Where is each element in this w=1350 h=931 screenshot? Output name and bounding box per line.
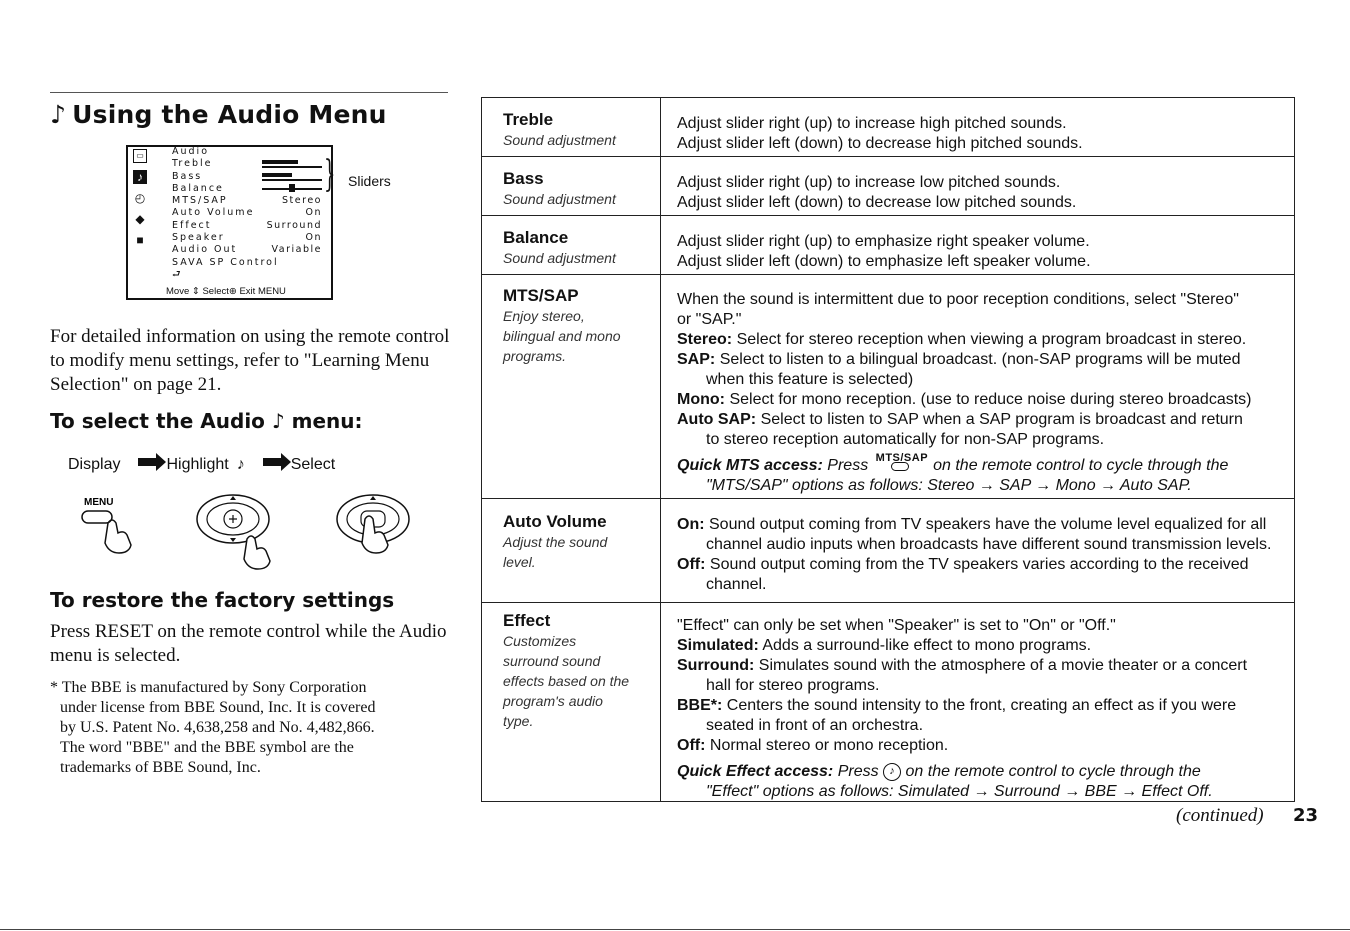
menu-row-balance: [172, 183, 322, 195]
bass-line: Adjust slider left (down) to decrease low pitched sounds.: [677, 194, 1077, 211]
option-key: SAP:: [677, 351, 716, 368]
effect-sub: surround sound: [503, 653, 601, 669]
footnote-line: * The BBE is manufactured by Sony Corporation: [50, 679, 367, 696]
quick-value: on the remote control to cycle through the: [933, 457, 1229, 474]
option-value: Select to listen to a bilingual broadcast. (non-SAP programs will be muted: [719, 351, 1241, 368]
bass-line: Adjust slider right (up) to increase low pitched sounds.: [677, 174, 1061, 191]
mts-quick-access: [677, 451, 1317, 476]
menu-row-audioout: [172, 244, 322, 256]
step-display: Display: [68, 456, 121, 473]
menu-label-bass: Bass: [172, 170, 203, 182]
menu-item-list: [172, 146, 322, 281]
select-heading: To select the Audio ♪ menu:: [50, 409, 363, 433]
row-desc-effect: [677, 616, 1317, 802]
option-value: Select for mono reception. (use to reduce noise during stereo broadcasts): [729, 391, 1252, 408]
header-rule: [50, 92, 448, 93]
joystick-select-icon: [335, 493, 415, 573]
option-key: Auto SAP:: [677, 411, 757, 428]
bass-name: Bass: [503, 169, 544, 188]
mts-line: When the sound is intermittent due to poor reception conditions, select "Stereo": [677, 291, 1239, 308]
option-value: Simulates sound with the atmosphere of a movie theater or a concert: [758, 657, 1248, 674]
menu-value-speaker: On: [305, 232, 322, 244]
menu-row-mts: [172, 195, 322, 207]
row-desc-treble: [677, 114, 1317, 154]
row-desc-mts: [677, 290, 1317, 496]
mts-auto-sap: [677, 410, 1317, 430]
timer-icon: ◴: [134, 191, 146, 205]
bass-sub: Sound adjustment: [503, 191, 616, 207]
audio-note-icon: ♪: [133, 170, 147, 184]
select-steps: [68, 456, 343, 474]
row-divider: [481, 215, 1295, 216]
menu-label-effect: Effect: [172, 219, 212, 231]
autovol-off-cont: channel.: [706, 576, 767, 593]
menu-icon-column: [133, 149, 151, 254]
sliders-label: Sliders: [348, 173, 391, 189]
bass-slider: [262, 171, 322, 181]
row-divider: [481, 156, 1295, 157]
menu-row-autovol: [172, 207, 322, 219]
setup-icon: ■: [136, 233, 144, 247]
treble-line: Adjust slider right (up) to increase high pitched sounds.: [677, 115, 1067, 132]
menu-label-mts: MTS/SAP: [172, 195, 228, 207]
option-key: Off:: [677, 737, 706, 754]
footnote-line: under license from BBE Sound, Inc. It is covered: [60, 699, 376, 716]
option-key: Off:: [677, 556, 706, 573]
return-icon: ⮐: [172, 268, 183, 280]
mts-sub: bilingual and mono: [503, 328, 621, 344]
music-note-icon: ♪: [50, 100, 67, 129]
effect-quick-cont: "Effect" options as follows: Simulated → Surround → BBE → Effect Off.: [706, 783, 1213, 800]
mts-sap-cont: when this feature is selected): [706, 371, 914, 388]
menu-value-effect: Surround: [266, 219, 322, 231]
row-desc-autovol: [677, 515, 1317, 595]
menu-label-autovol: Auto Volume: [172, 207, 255, 219]
mts-button-label: MTS/SAP: [875, 451, 929, 464]
menu-label-treble: Treble: [172, 158, 213, 170]
option-key: Mono:: [677, 391, 725, 408]
row-label-autovol: [503, 512, 653, 572]
balance-name: Balance: [503, 228, 569, 247]
effect-sub: program's audio: [503, 693, 603, 709]
option-value: Select for stereo reception when viewing a program broadcast in stereo.: [736, 331, 1247, 348]
quick-press: Press: [827, 457, 869, 474]
menu-label-balance: Balance: [172, 182, 224, 194]
intro-text: For detailed information on using the remote control to modify menu settings, refer to "Learning Menu Selection" on page 21.: [50, 326, 450, 395]
quick-key: Quick MTS access:: [677, 457, 823, 474]
option-key: On:: [677, 516, 705, 533]
balance-slider: [262, 183, 322, 193]
joystick-highlight-icon: [195, 493, 305, 573]
mts-sub: Enjoy stereo,: [503, 308, 585, 324]
mts-line: or "SAP.": [677, 311, 742, 328]
effect-sub: type.: [503, 713, 534, 729]
treble-slider: [262, 158, 322, 168]
restore-heading: To restore the factory settings: [50, 588, 395, 612]
autovol-on: [677, 515, 1317, 535]
autovol-sub: level.: [503, 554, 536, 570]
option-key: Surround:: [677, 657, 755, 674]
effect-simulated: [677, 636, 1317, 656]
autovol-off: [677, 555, 1317, 575]
channel-icon: ◆: [135, 212, 145, 226]
effect-sub: effects based on the: [503, 673, 630, 689]
row-divider: [481, 602, 1295, 603]
option-key: Simulated:: [677, 637, 759, 654]
autovol-sub: Adjust the sound: [503, 534, 608, 550]
menu-heading: [172, 146, 322, 158]
row-divider: [481, 274, 1295, 275]
footnote-line: The word "BBE" and the BBE symbol are the: [60, 739, 354, 756]
row-label-effect: [503, 611, 653, 731]
continued-label: (continued): [1176, 805, 1264, 826]
mts-sap-button-icon: [873, 451, 929, 475]
treble-line: Adjust slider left (down) to decrease high pitched sounds.: [677, 135, 1083, 152]
quick-value: on the remote control to cycle through the: [905, 763, 1201, 780]
mts-mono: [677, 390, 1317, 410]
menu-value-autovol: On: [305, 207, 322, 219]
menu-row-return: [172, 269, 322, 281]
footnote-line: by U.S. Patent No. 4,638,258 and No. 4,482,866.: [60, 719, 375, 736]
row-desc-balance: [677, 232, 1317, 272]
option-value: Sound output coming from TV speakers have the volume level equalized for all: [709, 516, 1267, 533]
video-icon: ▭: [133, 149, 147, 163]
mts-name: MTS/SAP: [503, 286, 579, 305]
mts-quick-cont: "MTS/SAP" options as follows: Stereo → SAP → Mono → Auto SAP.: [706, 477, 1192, 494]
treble-name: Treble: [503, 110, 554, 129]
effect-line: "Effect" can only be set when "Speaker" is set to "On" or "Off.": [677, 617, 1116, 634]
option-value: Centers the sound intensity to the front, creating an effect as if you were: [726, 697, 1237, 714]
page-title: [50, 100, 387, 129]
effect-name: Effect: [503, 611, 551, 630]
arrow-icon: [263, 458, 283, 466]
option-key: BBE*:: [677, 697, 723, 714]
mts-sub: programs.: [503, 348, 567, 364]
menu-value-mts: Stereo: [282, 195, 322, 207]
autovol-name: Auto Volume: [503, 512, 607, 531]
row-label-bass: [503, 169, 653, 209]
menu-label-sava: SAVA SP Control: [172, 256, 279, 268]
option-key: Stereo:: [677, 331, 733, 348]
menu-button-press-icon: [78, 493, 158, 555]
effect-sub: Customizes: [503, 633, 577, 649]
step-select: Select: [290, 456, 336, 473]
step-highlight: Highlight: [166, 456, 229, 473]
bbe-footnote: [50, 678, 450, 778]
menu-heading-text: Audio: [172, 146, 210, 157]
menu-label-speaker: Speaker: [172, 232, 225, 244]
menu-row-treble: [172, 158, 322, 170]
mts-sap: [677, 350, 1317, 370]
row-label-treble: [503, 110, 653, 150]
table-column-divider: [660, 97, 661, 802]
option-value: Adds a surround-like effect to mono programs.: [762, 637, 1092, 654]
effect-bbe: [677, 696, 1317, 716]
page-number: 23: [1293, 805, 1319, 826]
row-desc-bass: [677, 173, 1317, 213]
row-label-mts: [503, 286, 653, 366]
option-value: Normal stereo or mono reception.: [709, 737, 949, 754]
row-divider: [481, 498, 1295, 499]
balance-sub: Sound adjustment: [503, 250, 616, 266]
effect-button-icon: ♪: [883, 763, 901, 781]
menu-row-effect: [172, 220, 322, 232]
balance-line: Adjust slider right (up) to emphasize right speaker volume.: [677, 233, 1090, 250]
bottom-rule: [0, 929, 1350, 930]
menu-row-sava: [172, 257, 322, 269]
quick-key: Quick Effect access:: [677, 763, 834, 780]
menu-row-bass: [172, 171, 322, 183]
menu-button-label: MENU: [84, 497, 114, 508]
quick-press: Press: [837, 763, 879, 780]
effect-off: [677, 736, 1317, 756]
balance-line: Adjust slider left (down) to emphasize left speaker volume.: [677, 253, 1091, 270]
music-note-icon: ♪: [236, 456, 245, 473]
page-title-text: Using the Audio Menu: [72, 100, 387, 129]
mts-auto-cont: to stereo reception automatically for non-SAP programs.: [706, 431, 1105, 448]
menu-footer: Move ⇕ Select⊕ Exit MENU: [166, 286, 286, 297]
restore-text: Press RESET on the remote control while the Audio menu is selected.: [50, 621, 447, 666]
effect-bbe-cont: seated in front of an orchestra.: [706, 717, 924, 734]
autovol-on-cont: channel audio inputs when broadcasts have different sound transmission levels.: [706, 536, 1272, 553]
row-label-balance: [503, 228, 653, 268]
brace-icon: }: [324, 154, 336, 195]
menu-value-audioout: Variable: [271, 244, 322, 256]
effect-surround: [677, 656, 1317, 676]
menu-label-audioout: Audio Out: [172, 244, 238, 256]
effect-surround-cont: hall for stereo programs.: [706, 677, 880, 694]
footnote-line: trademarks of BBE Sound, Inc.: [60, 759, 261, 776]
mts-stereo: [677, 330, 1317, 350]
effect-quick-access: [677, 762, 1317, 782]
option-value: Select to listen to SAP when a SAP program is broadcast and return: [760, 411, 1243, 428]
treble-sub: Sound adjustment: [503, 132, 616, 148]
option-value: Sound output coming from the TV speakers varies according to the received: [709, 556, 1249, 573]
menu-row-speaker: [172, 232, 322, 244]
arrow-icon: [138, 458, 158, 466]
